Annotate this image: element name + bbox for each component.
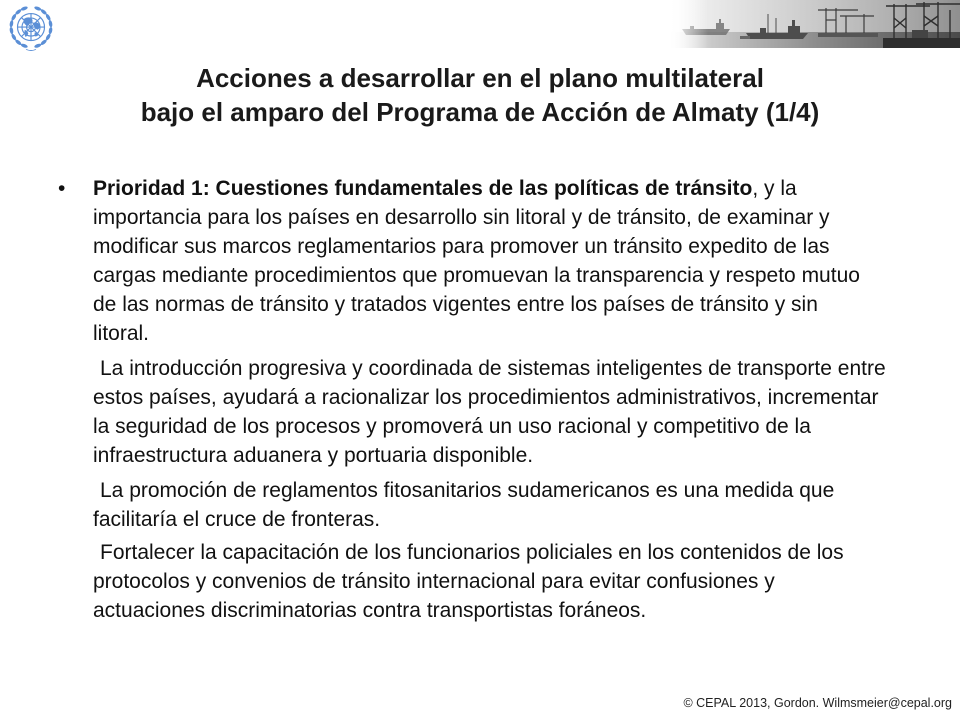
priority-heading-rest: , y la [752,177,797,200]
text-line: cargas mediante procedimientos que promuevan la transparencia y respeto mutuo [93,264,860,287]
priority-heading: Prioridad 1: Cuestiones fundamentales de las políticas de tránsito [93,177,753,200]
text-line: litoral. [93,322,150,345]
port-photos-banner [668,0,960,48]
text-line: estos países, ayudará a racionalizar los procedimientos administrativos, incrementar [93,386,879,409]
title-line-2: bajo el amparo del Programa de Acción de Almaty (1/4) [140,97,820,127]
text-line: importancia para los países en desarrollo sin litoral y de tránsito, de examinar y [93,206,830,229]
bullet-marker: • [58,177,66,200]
title-line-1: Acciones a desarrollar en el plano multilateral [196,63,764,93]
globe-icon [18,14,45,41]
text-line: infraestructura aduanera y portuaria disponible. [93,444,534,467]
phytosanitary-paragraph [93,476,933,534]
un-emblem-logo [4,2,58,54]
its-paragraph [93,354,933,470]
text-line: La promoción de reglamentos fitosanitarios sudamericanos es una medida que [100,479,835,502]
text-line: La introducción progresiva y coordinada de sistemas inteligentes de transporte entre [100,357,886,380]
slide-title [0,61,960,129]
text-line [93,174,933,203]
priority-paragraph [93,174,933,348]
text-line: facilitaría el cruce de fronteras. [93,508,381,531]
copyright-footer: © CEPAL 2013, Gordon. Wilmsmeier@cepal.org [683,696,952,710]
text-line: actuaciones discriminatorias contra transportistas foráneos. [93,599,647,622]
text-line: la seguridad de los procesos y promoverá un uso racional y competitivo de la [93,415,811,438]
training-paragraph [93,538,933,625]
slide-body [93,174,933,625]
text-line: protocolos y convenios de tránsito internacional para evitar confusiones y [93,570,775,593]
text-line: modificar sus marcos reglamentarios para promover un tránsito expedito de las [93,235,830,258]
text-line: de las normas de tránsito y tratados vigentes entre los países de tránsito y sin [93,293,818,316]
text-line: Fortalecer la capacitación de los funcionarios policiales en los contenidos de los [100,541,844,564]
